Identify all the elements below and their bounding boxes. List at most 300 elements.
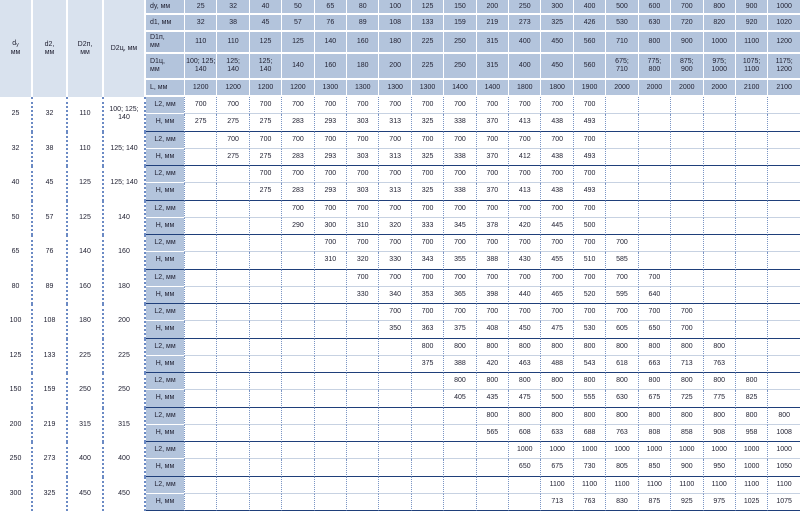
header-value: 76 bbox=[314, 15, 346, 32]
data-cell bbox=[249, 373, 281, 390]
data-cell bbox=[216, 477, 248, 494]
data-cell bbox=[703, 201, 735, 218]
data-cell: 700 bbox=[605, 235, 637, 252]
data-cell bbox=[735, 166, 767, 183]
row-d2p: 400 bbox=[68, 442, 104, 477]
header-value: 800 bbox=[638, 32, 670, 54]
row-label: L2, мм bbox=[146, 166, 184, 183]
data-cell bbox=[184, 183, 216, 200]
data-cell: 650 bbox=[508, 459, 540, 476]
data-cell bbox=[703, 132, 735, 149]
row-d2: 57 bbox=[33, 201, 68, 236]
data-cell bbox=[216, 321, 248, 338]
data-cell bbox=[638, 252, 670, 269]
data-cell: 800 bbox=[411, 339, 443, 356]
data-cell: 700 bbox=[540, 304, 572, 321]
data-cell: 808 bbox=[638, 425, 670, 442]
data-cell bbox=[411, 390, 443, 407]
data-cell: 283 bbox=[281, 114, 313, 131]
data-cell bbox=[281, 304, 313, 321]
data-cell: 1000 bbox=[573, 442, 605, 459]
row-d2p: 160 bbox=[68, 270, 104, 305]
row-d2c: 140 bbox=[104, 201, 146, 236]
row-d2c: 125; 140 bbox=[104, 132, 146, 167]
data-cell: 675 bbox=[540, 459, 572, 476]
header-value: 125 bbox=[249, 32, 281, 54]
data-cell: 800 bbox=[540, 339, 572, 356]
header-value: 2100 bbox=[767, 80, 800, 97]
row-d2: 219 bbox=[33, 408, 68, 443]
data-cell: 700 bbox=[508, 201, 540, 218]
row-d2: 32 bbox=[33, 97, 68, 132]
header-value: 1400 bbox=[443, 80, 475, 97]
header-value: 875; 900 bbox=[670, 54, 702, 80]
data-cell bbox=[281, 287, 313, 304]
data-cell: 618 bbox=[605, 356, 637, 373]
data-cell bbox=[767, 201, 800, 218]
data-cell bbox=[703, 149, 735, 166]
row-d2c: 200 bbox=[104, 304, 146, 339]
dy-unit: мм bbox=[10, 49, 21, 56]
data-cell: 1100 bbox=[703, 477, 735, 494]
data-cell: 713 bbox=[670, 356, 702, 373]
row-d2c: 180 bbox=[104, 270, 146, 305]
data-cell bbox=[735, 321, 767, 338]
data-cell bbox=[767, 235, 800, 252]
data-cell: 605 bbox=[605, 321, 637, 338]
data-cell bbox=[346, 459, 378, 476]
data-cell: 675 bbox=[638, 390, 670, 407]
data-cell bbox=[184, 201, 216, 218]
header-value: 133 bbox=[411, 15, 443, 32]
data-cell: 700 bbox=[249, 97, 281, 114]
data-cell: 343 bbox=[411, 252, 443, 269]
data-cell bbox=[216, 459, 248, 476]
data-cell: 370 bbox=[476, 183, 508, 200]
data-cell: 800 bbox=[703, 408, 735, 425]
data-cell: 700 bbox=[443, 201, 475, 218]
data-cell: 700 bbox=[249, 166, 281, 183]
data-cell: 700 bbox=[573, 201, 605, 218]
data-cell: 700 bbox=[476, 132, 508, 149]
row-label: H, мм bbox=[146, 149, 184, 166]
row-dy: 100 bbox=[0, 304, 33, 339]
data-cell: 700 bbox=[540, 201, 572, 218]
data-cell: 313 bbox=[378, 114, 410, 131]
header-value: 800 bbox=[703, 0, 735, 15]
data-cell bbox=[670, 183, 702, 200]
dy-subscript: у bbox=[16, 42, 19, 48]
data-cell: 378 bbox=[476, 218, 508, 235]
row-dy: 65 bbox=[0, 235, 33, 270]
row-d2p: 250 bbox=[68, 373, 104, 408]
data-cell: 293 bbox=[314, 149, 346, 166]
data-cell: 1000 bbox=[638, 442, 670, 459]
row-label: H, мм bbox=[146, 252, 184, 269]
data-cell bbox=[767, 321, 800, 338]
data-cell: 650 bbox=[638, 321, 670, 338]
data-cell: 275 bbox=[249, 114, 281, 131]
data-cell bbox=[184, 235, 216, 252]
header-value: 100 bbox=[378, 0, 410, 15]
data-cell: 633 bbox=[540, 425, 572, 442]
data-cell: 275 bbox=[249, 149, 281, 166]
header-row bbox=[0, 0, 800, 15]
data-cell bbox=[638, 166, 670, 183]
row-label: H, мм bbox=[146, 494, 184, 511]
data-cell: 700 bbox=[411, 97, 443, 114]
data-cell: 700 bbox=[540, 166, 572, 183]
data-cell bbox=[216, 356, 248, 373]
data-cell: 413 bbox=[508, 114, 540, 131]
data-cell: 412 bbox=[508, 149, 540, 166]
data-cell: 520 bbox=[573, 287, 605, 304]
header-value: 400 bbox=[508, 32, 540, 54]
data-cell: 338 bbox=[443, 149, 475, 166]
data-cell bbox=[346, 339, 378, 356]
header-value: 920 bbox=[735, 15, 767, 32]
data-cell: 1008 bbox=[767, 425, 800, 442]
header-value: 1000 bbox=[767, 0, 800, 15]
data-cell: 345 bbox=[443, 218, 475, 235]
data-cell bbox=[249, 390, 281, 407]
data-cell: 800 bbox=[443, 339, 475, 356]
data-cell bbox=[703, 183, 735, 200]
data-cell bbox=[184, 356, 216, 373]
data-cell bbox=[249, 218, 281, 235]
column-header-d2c: D2ц, мм bbox=[104, 0, 146, 97]
row-d2: 273 bbox=[33, 442, 68, 477]
data-cell bbox=[735, 356, 767, 373]
data-cell: 275 bbox=[249, 183, 281, 200]
header-label: D1п, мм bbox=[146, 32, 184, 54]
header-value: 560 bbox=[573, 54, 605, 80]
data-cell: 700 bbox=[346, 132, 378, 149]
data-cell bbox=[378, 494, 410, 511]
data-cell: 325 bbox=[411, 149, 443, 166]
data-cell bbox=[767, 97, 800, 114]
row-label: H, мм bbox=[146, 114, 184, 131]
data-cell bbox=[184, 132, 216, 149]
data-cell bbox=[184, 442, 216, 459]
data-cell: 700 bbox=[378, 132, 410, 149]
data-cell bbox=[411, 408, 443, 425]
data-cell: 700 bbox=[281, 97, 313, 114]
data-cell: 688 bbox=[573, 425, 605, 442]
data-cell bbox=[216, 270, 248, 287]
data-cell: 700 bbox=[508, 132, 540, 149]
row-d2p: 180 bbox=[68, 304, 104, 339]
data-cell bbox=[638, 201, 670, 218]
header-value: 1200 bbox=[281, 80, 313, 97]
data-cell: 800 bbox=[638, 408, 670, 425]
data-cell: 805 bbox=[605, 459, 637, 476]
row-d2: 325 bbox=[33, 477, 68, 512]
row-dy: 200 bbox=[0, 408, 33, 443]
data-cell: 725 bbox=[670, 390, 702, 407]
header-value: 200 bbox=[378, 54, 410, 80]
header-value: 900 bbox=[670, 32, 702, 54]
data-cell bbox=[314, 287, 346, 304]
header-value: 1020 bbox=[767, 15, 800, 32]
header-value: 25 bbox=[184, 0, 216, 15]
data-cell: 1000 bbox=[508, 442, 540, 459]
data-cell: 700 bbox=[638, 304, 670, 321]
data-cell bbox=[184, 304, 216, 321]
data-cell: 700 bbox=[411, 270, 443, 287]
data-cell: 375 bbox=[443, 321, 475, 338]
data-cell: 730 bbox=[573, 459, 605, 476]
data-cell bbox=[411, 459, 443, 476]
data-cell: 700 bbox=[378, 304, 410, 321]
header-value: 225 bbox=[411, 54, 443, 80]
header-value: 32 bbox=[184, 15, 216, 32]
header-value: 150 bbox=[443, 0, 475, 15]
header-value: 1200 bbox=[249, 80, 281, 97]
data-cell bbox=[767, 114, 800, 131]
header-value: 450 bbox=[540, 32, 572, 54]
data-cell: 700 bbox=[281, 166, 313, 183]
header-value: 160 bbox=[346, 32, 378, 54]
data-cell: 283 bbox=[281, 149, 313, 166]
row-d2c: 450 bbox=[104, 477, 146, 512]
data-cell bbox=[346, 373, 378, 390]
header-value: 250 bbox=[443, 32, 475, 54]
data-cell: 958 bbox=[735, 425, 767, 442]
data-cell bbox=[314, 408, 346, 425]
data-cell bbox=[605, 97, 637, 114]
data-cell: 700 bbox=[411, 132, 443, 149]
data-cell bbox=[346, 442, 378, 459]
data-cell bbox=[638, 149, 670, 166]
header-value: 1200 bbox=[216, 80, 248, 97]
data-cell bbox=[184, 149, 216, 166]
data-cell bbox=[184, 339, 216, 356]
header-value: 1400 bbox=[476, 80, 508, 97]
data-cell: 430 bbox=[508, 252, 540, 269]
data-cell bbox=[378, 477, 410, 494]
data-cell bbox=[249, 339, 281, 356]
data-cell: 700 bbox=[216, 97, 248, 114]
data-cell bbox=[443, 494, 475, 511]
header-value: 80 bbox=[346, 0, 378, 15]
data-cell: 700 bbox=[508, 97, 540, 114]
header-value: 1300 bbox=[411, 80, 443, 97]
data-cell bbox=[216, 339, 248, 356]
data-cell: 1000 bbox=[703, 442, 735, 459]
row-dy: 300 bbox=[0, 477, 33, 512]
data-cell bbox=[184, 166, 216, 183]
data-cell: 493 bbox=[573, 183, 605, 200]
data-cell: 700 bbox=[184, 97, 216, 114]
data-cell: 338 bbox=[443, 183, 475, 200]
row-d2: 89 bbox=[33, 270, 68, 305]
data-cell: 1000 bbox=[540, 442, 572, 459]
data-cell bbox=[767, 373, 800, 390]
data-cell: 800 bbox=[476, 408, 508, 425]
row-label: L2, мм bbox=[146, 304, 184, 321]
header-value: 710 bbox=[605, 32, 637, 54]
data-cell: 283 bbox=[281, 183, 313, 200]
data-cell: 700 bbox=[443, 97, 475, 114]
data-cell: 800 bbox=[605, 339, 637, 356]
row-label: H, мм bbox=[146, 321, 184, 338]
data-cell bbox=[767, 183, 800, 200]
header-value: 1100 bbox=[735, 32, 767, 54]
data-cell: 355 bbox=[443, 252, 475, 269]
data-cell: 800 bbox=[476, 373, 508, 390]
data-cell: 700 bbox=[314, 235, 346, 252]
header-value: 400 bbox=[573, 0, 605, 15]
header-value: 530 bbox=[605, 15, 637, 32]
data-cell bbox=[216, 304, 248, 321]
data-cell: 1000 bbox=[605, 442, 637, 459]
data-cell: 925 bbox=[670, 494, 702, 511]
data-cell: 700 bbox=[638, 270, 670, 287]
data-cell bbox=[346, 425, 378, 442]
header-value: 110 bbox=[216, 32, 248, 54]
data-cell: 338 bbox=[443, 114, 475, 131]
data-cell: 700 bbox=[476, 235, 508, 252]
data-cell bbox=[216, 408, 248, 425]
data-cell: 330 bbox=[378, 252, 410, 269]
header-value: 1800 bbox=[540, 80, 572, 97]
data-cell bbox=[281, 390, 313, 407]
data-cell bbox=[443, 477, 475, 494]
row-label: H, мм bbox=[146, 218, 184, 235]
header-value: 273 bbox=[508, 15, 540, 32]
data-cell bbox=[249, 356, 281, 373]
data-cell: 713 bbox=[540, 494, 572, 511]
table-row bbox=[0, 97, 800, 114]
data-cell bbox=[767, 339, 800, 356]
data-cell bbox=[216, 494, 248, 511]
data-cell bbox=[378, 408, 410, 425]
data-cell: 340 bbox=[378, 287, 410, 304]
data-cell bbox=[735, 132, 767, 149]
data-cell bbox=[281, 356, 313, 373]
data-cell bbox=[314, 459, 346, 476]
data-cell: 700 bbox=[378, 166, 410, 183]
data-cell: 800 bbox=[703, 339, 735, 356]
header-value: 1200 bbox=[767, 32, 800, 54]
data-cell bbox=[703, 270, 735, 287]
data-cell: 800 bbox=[443, 373, 475, 390]
header-value: 450 bbox=[540, 54, 572, 80]
data-cell: 420 bbox=[508, 218, 540, 235]
data-cell: 700 bbox=[411, 166, 443, 183]
header-value: 38 bbox=[216, 15, 248, 32]
header-value: 2000 bbox=[638, 80, 670, 97]
row-label: H, мм bbox=[146, 390, 184, 407]
header-value: 250 bbox=[443, 54, 475, 80]
dy-symbol: d bbox=[12, 40, 17, 47]
data-cell bbox=[508, 494, 540, 511]
data-cell bbox=[281, 459, 313, 476]
row-label: L2, мм bbox=[146, 477, 184, 494]
header-value: 2000 bbox=[703, 80, 735, 97]
header-value: 600 bbox=[638, 0, 670, 15]
data-cell: 370 bbox=[476, 149, 508, 166]
data-cell bbox=[281, 270, 313, 287]
data-cell bbox=[605, 218, 637, 235]
data-cell: 1100 bbox=[638, 477, 670, 494]
data-cell: 463 bbox=[508, 356, 540, 373]
data-cell: 975 bbox=[703, 494, 735, 511]
data-cell bbox=[346, 390, 378, 407]
data-cell bbox=[281, 321, 313, 338]
header-label: D1ц, мм bbox=[146, 54, 184, 80]
header-value: 100; 125; 140 bbox=[184, 54, 216, 80]
row-d2p: 450 bbox=[68, 477, 104, 512]
data-cell bbox=[216, 390, 248, 407]
data-cell bbox=[703, 304, 735, 321]
data-cell bbox=[767, 166, 800, 183]
row-label: H, мм bbox=[146, 459, 184, 476]
row-label: H, мм bbox=[146, 356, 184, 373]
data-cell: 530 bbox=[573, 321, 605, 338]
table-row bbox=[0, 477, 800, 494]
data-cell bbox=[184, 321, 216, 338]
data-cell: 330 bbox=[346, 287, 378, 304]
header-value: 1200 bbox=[184, 80, 216, 97]
data-cell: 1100 bbox=[573, 477, 605, 494]
row-d2: 159 bbox=[33, 373, 68, 408]
data-cell bbox=[735, 183, 767, 200]
table-row bbox=[0, 339, 800, 356]
data-cell: 275 bbox=[216, 149, 248, 166]
data-cell: 900 bbox=[670, 459, 702, 476]
data-cell: 875 bbox=[638, 494, 670, 511]
data-cell bbox=[216, 252, 248, 269]
data-cell: 763 bbox=[605, 425, 637, 442]
data-cell: 663 bbox=[638, 356, 670, 373]
data-cell bbox=[476, 477, 508, 494]
data-cell bbox=[346, 304, 378, 321]
header-value: 219 bbox=[476, 15, 508, 32]
data-cell: 1000 bbox=[767, 442, 800, 459]
data-cell: 825 bbox=[735, 390, 767, 407]
data-cell: 420 bbox=[476, 356, 508, 373]
row-dy: 250 bbox=[0, 442, 33, 477]
data-cell bbox=[378, 442, 410, 459]
data-cell bbox=[638, 114, 670, 131]
header-value: 108 bbox=[378, 15, 410, 32]
data-cell: 320 bbox=[346, 252, 378, 269]
data-cell: 303 bbox=[346, 114, 378, 131]
data-cell bbox=[346, 477, 378, 494]
header-value: 57 bbox=[281, 15, 313, 32]
data-cell bbox=[411, 425, 443, 442]
data-cell: 450 bbox=[508, 321, 540, 338]
row-label: L2, мм bbox=[146, 442, 184, 459]
data-cell: 700 bbox=[443, 304, 475, 321]
data-cell: 1075 bbox=[767, 494, 800, 511]
data-cell: 700 bbox=[573, 304, 605, 321]
header-value: 325 bbox=[540, 15, 572, 32]
data-cell bbox=[670, 166, 702, 183]
row-label: L2, мм bbox=[146, 235, 184, 252]
data-cell bbox=[378, 390, 410, 407]
data-cell bbox=[216, 373, 248, 390]
row-dy: 80 bbox=[0, 270, 33, 305]
data-cell: 700 bbox=[476, 270, 508, 287]
data-cell: 700 bbox=[573, 270, 605, 287]
data-cell: 700 bbox=[411, 304, 443, 321]
data-cell: 290 bbox=[281, 218, 313, 235]
header-value: 900 bbox=[735, 0, 767, 15]
data-cell: 488 bbox=[540, 356, 572, 373]
